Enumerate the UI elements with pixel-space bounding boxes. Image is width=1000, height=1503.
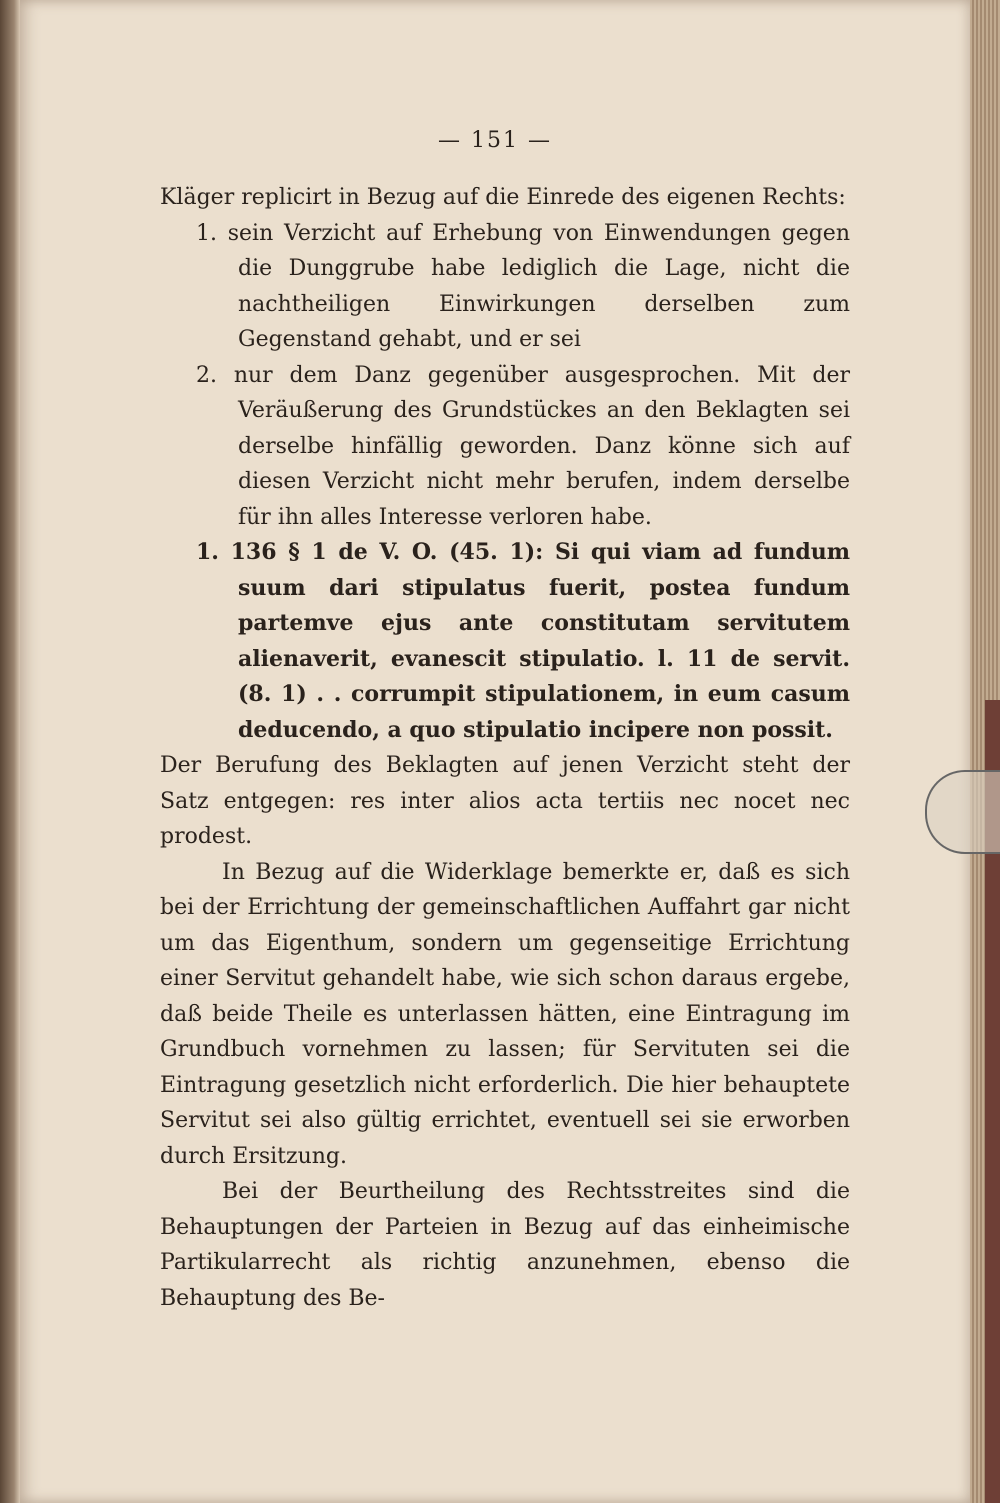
paragraph-kläger: Kläger replicirt in Bezug auf die Einrede des eigenen Rechts: [160, 185, 846, 210]
paragraph-berufung: Der Berufung des Beklagten auf jenen Verzicht steht der Satz entgegen: res inter alios acta tertiis nec nocet nec prodest. [160, 753, 850, 849]
book-spine [0, 0, 20, 1503]
paragraph-widerklage: In Bezug auf die Widerklage bemerkte er, daß es sich bei der Errichtung der gemeinschaftlichen Auffahrt gar nicht um das Eigenthum, sondern um gegenseitige Errichtung einer Servitut gehandelt habe, wie sich schon daraus ergebe, daß beide Theile es unterlassen hätten, eine Eintragung im Grundbuch vornehmen zu lassen; für Servituten sei die Eintragung gesetzlich nicht erforderlich. Die hier behauptete Servitut sei also gültig errichtet, eventuell sei sie erworben durch Ersitzung. [160, 859, 850, 1169]
clip-tab [925, 770, 1000, 854]
book-page [20, 0, 970, 1503]
page-body [160, 180, 850, 1316]
paragraph-beurtheilung: Bei der Beurtheilung des Rechtsstreites sind die Behauptungen der Parteien in Bezug auf das einheimische Partikularrecht als richtig anzunehmen, ebenso die Behauptung des Be- [160, 1179, 850, 1311]
list-item-1: 1. sein Verzicht auf Erhebung von Einwendungen gegen die Dunggrube habe lediglich die Lage, nicht die nachtheiligen Einwirkungen derselben zum Gegenstand gehabt, und er sei [196, 220, 850, 352]
latin-citation: 1. 136 § 1 de V. O. (45. 1): Si qui viam ad fundum suum dari stipulatus fuerit, postea fundum partemve ejus ante constitutam servitutem alienaverit, evanescit stipulatio. l. 11 de servit. (8. 1) . . corrumpit stipulationem, in eum casum deducendo, a quo stipulatio incipere non possit. [196, 539, 850, 743]
list-item-2: 2. nur dem Danz gegenüber ausgesprochen. Mit der Veräußerung des Grundstückes an den Beklagten sei derselbe hinfällig geworden. Danz könne sich auf diesen Verzicht nicht mehr berufen, indem derselbe für ihn alles Interesse verloren habe. [196, 362, 850, 530]
page-number: — 151 — [438, 128, 552, 153]
